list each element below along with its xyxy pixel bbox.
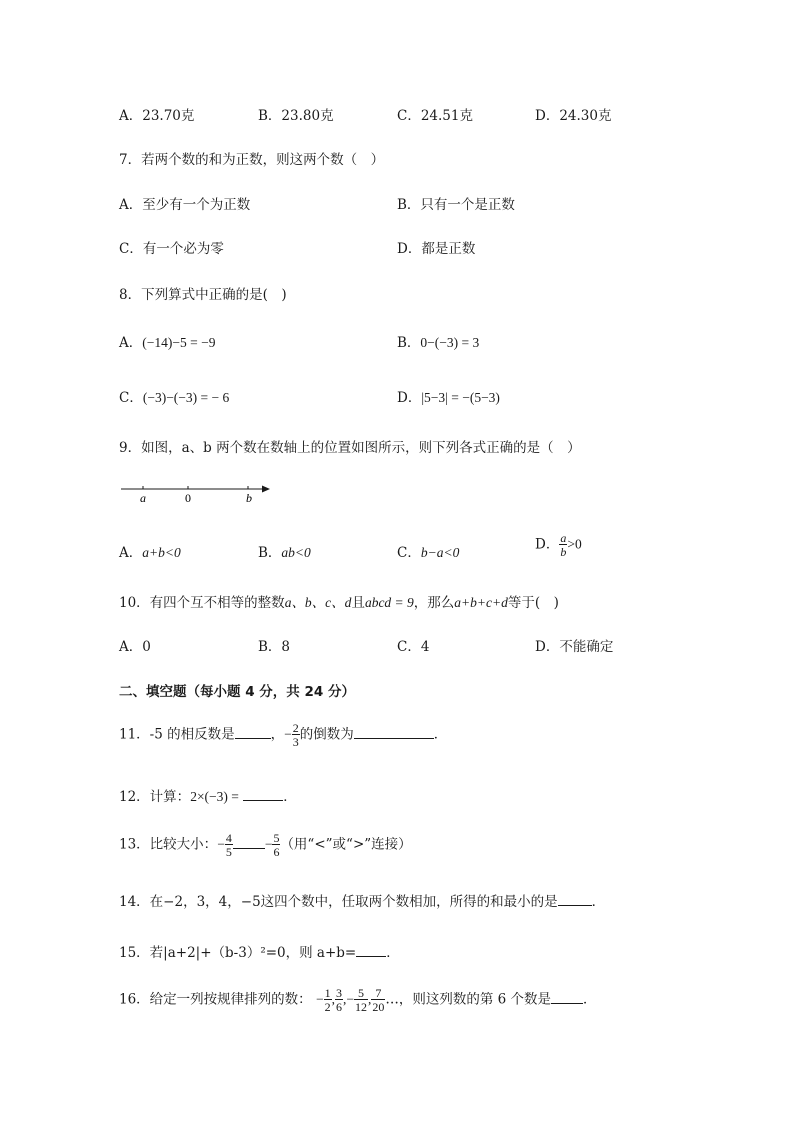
- q8-option-a: [119, 331, 215, 351]
- section-2-title: 二、填空题（每小题 4 分，共 24 分）: [119, 684, 355, 700]
- q15-blank[interactable]: [356, 944, 386, 957]
- number-line-diagram: [118, 480, 274, 506]
- q16-blank[interactable]: [551, 991, 583, 1004]
- q14: 14．在−2，3，4，−5这四个数中，任取两个数相加，所得的和最小的是 ．: [119, 894, 606, 910]
- q8-d-expr: |5−3| = −(5−3): [421, 390, 500, 405]
- q9-option-b: [258, 541, 311, 561]
- q9-a-label: A．: [119, 545, 143, 561]
- q7-stem: 7．若两个数的和为正数，则这两个数（ ）: [119, 152, 385, 168]
- q7-option-d: D．都是正数: [397, 241, 476, 257]
- q7-option-c: C．有一个必为零: [119, 241, 224, 257]
- q13-blank[interactable]: [233, 836, 265, 849]
- q13: 13．比较大小：− $\frac{4}{5}$ − $\frac{5}{6}$ （用“<”或“>”连接）: [119, 831, 412, 859]
- q8-b-expr: 0−(−3) = 3: [420, 335, 480, 350]
- q16-fraction-3: $\frac{5}{12}$: [354, 986, 367, 1014]
- q10-option-a: A．0: [119, 639, 151, 655]
- axis-label-b: b: [246, 491, 252, 505]
- q10-stem: 10．有四个互不相等的整数a、b、c、d且abcd = 9，那么a+b+c+d等于( ): [119, 595, 559, 611]
- q7-option-a: A．至少有一个为正数: [119, 197, 251, 213]
- q9-option-a: [119, 541, 181, 561]
- number-line-arrow: [262, 486, 270, 493]
- q6-option-d: D．24.30克: [535, 108, 612, 124]
- q16-fraction-2: $\frac{3}{6}$: [335, 986, 342, 1014]
- q8-a-expr: (−14)−5 = −9: [142, 335, 216, 350]
- q8-option-c: [119, 386, 229, 406]
- q9-option-d: [535, 532, 582, 558]
- q10-option-c: C．4: [397, 639, 430, 655]
- q10-option-d: D．不能确定: [535, 639, 614, 655]
- q9-d-tail: >0: [567, 536, 582, 552]
- q9-c-label: C．: [397, 545, 421, 561]
- q11-fraction: $\frac{2}{3}$: [292, 721, 299, 749]
- q16-fraction-1: $\frac{1}{2}$: [324, 986, 331, 1014]
- q8-c-expr: (−3)−(−3) = − 6: [142, 390, 230, 405]
- q9-b-label: B．: [258, 545, 282, 561]
- q9-option-c: [397, 541, 459, 561]
- q13-fraction-1: $\frac{4}{5}$: [225, 831, 232, 859]
- q13-fraction-2: $\frac{5}{6}$: [273, 831, 280, 859]
- q6-option-c: C．24.51克: [397, 108, 473, 124]
- axis-label-0: 0: [185, 491, 191, 505]
- q11-blank-1[interactable]: [235, 726, 271, 739]
- q16: 16．给定一列按规律排列的数： − $\frac{1}{2}$ , $\frac{3}{6}$ ,− $\frac{5}{12}$ , $\frac{7}{20}$ …，则这列数的第 6 个数是 ．: [119, 986, 597, 1014]
- q11-blank-2[interactable]: [354, 726, 434, 739]
- q8-c-label: C．: [119, 390, 143, 406]
- q9-b-expr: ab<0: [281, 545, 311, 560]
- q9-d-fraction: $\frac{a}{b}$: [560, 531, 567, 559]
- q14-blank[interactable]: [558, 893, 592, 906]
- q8-a-label: A．: [119, 335, 143, 351]
- q6-option-b: B．23.80克: [258, 108, 334, 124]
- q6-option-a: A．23.70克: [119, 108, 195, 124]
- q8-d-label: D．: [397, 390, 422, 406]
- q8-option-b: [397, 331, 479, 351]
- q9-stem: 9．如图，a、b 两个数在数轴上的位置如图所示，则下列各式正确的是（ ）: [119, 440, 581, 456]
- q8-stem: 8．下列算式中正确的是( ): [119, 287, 287, 303]
- axis-label-a: a: [140, 491, 146, 505]
- q8-b-label: B．: [397, 335, 421, 351]
- q9-d-label: D．: [535, 536, 560, 553]
- q9-c-expr: b−a<0: [420, 545, 460, 560]
- q12: 12．计算：2×(−3) = ．: [119, 789, 297, 805]
- q15: 15．若|a+2|+（b-3）²=0，则 a+b= ．: [119, 945, 400, 961]
- q9-a-expr: a+b<0: [142, 545, 181, 560]
- q10-option-b: B．8: [258, 639, 291, 655]
- q7-option-b: B．只有一个是正数: [397, 197, 515, 213]
- q8-option-d: [397, 386, 500, 406]
- q11: 11．-5 的相反数是 ，− $\frac{2}{3}$ 的倒数为 ．: [119, 721, 448, 749]
- q12-blank[interactable]: [243, 788, 283, 801]
- q16-fraction-4: $\frac{7}{20}$: [372, 986, 385, 1014]
